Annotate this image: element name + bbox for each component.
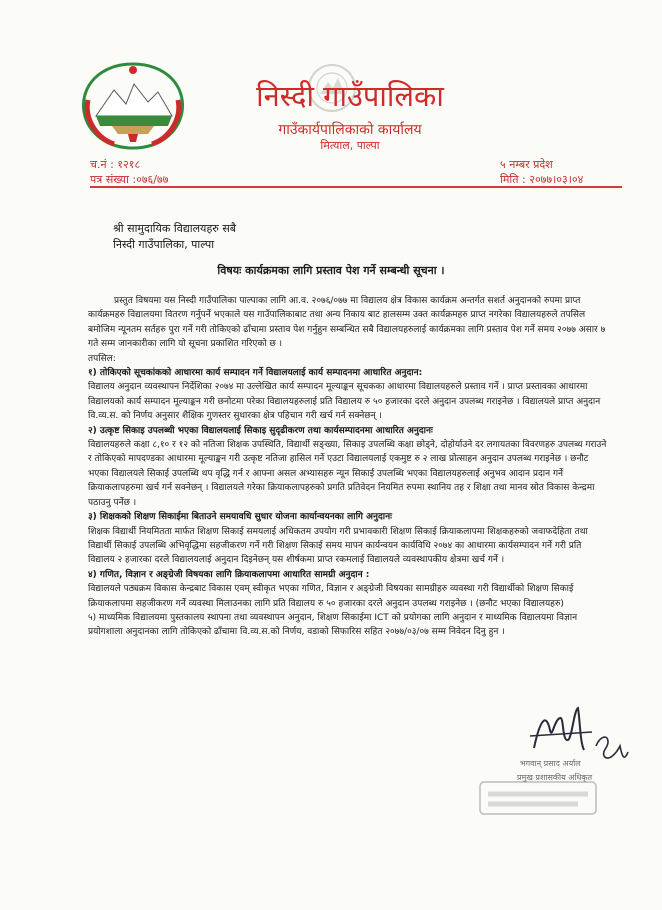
letter-date: मिति : २०७७।०३।०४ — [500, 173, 584, 186]
nepal-emblem-icon — [74, 60, 192, 152]
recipient-line-1: श्री सामुदायिक विद्यालयहरु सबै — [113, 222, 237, 235]
subject-line: विषयः कार्यक्रमका लागि प्रस्ताव पेश गर्ने सम्बन्धी सूचना । — [217, 264, 445, 277]
tapsil-label: तपसिल: — [88, 353, 116, 364]
letter-number: पत्र संख्या :०७६/७७ — [90, 173, 169, 186]
section-3-heading: ३) शिक्षकको शिक्षण सिकाईमा बिताउने समयावधि सुधार योजना कार्यान्वयनका लागि अनुदानः — [88, 512, 392, 523]
letter-body — [88, 294, 608, 640]
official-stamp-icon — [478, 778, 598, 818]
municipality-name: निस्दी गाउँपालिका — [256, 79, 444, 113]
section-2-body: विद्यालयहरुले कक्षा ८,१० र १२ को नतिजा शिक्षक उपस्थिति, विद्यार्थी सङ्ख्या, सिकाइ उपलब्धि कक्षा छोड्ने, दोहोर्याउने दर लगायतका विवरणहरु उपलब्ध गराउने र तोकिएको मापदण्डका आधारमा मूल्याङ्कन गरी उत्कृष्ट नतिजा हासिल गर्ने एउटा विद्यालयलाई एकमुष्ट रु २ लाख प्रोत्साहन अनुदान उपलब्ध गराइनेछ । छनौट भएका विद्यालयले सिकाई उपलब्धि थप वृद्धि गर्न र आफ्ना असल अभ्यासहरु न्यून सिकाई उपलब्धि भएका विद्यालयहरुलाई अनुभव आदान प्रदान गर्ने क्रियाकलापहरुमा खर्च गर्न सक्नेछन् । विद्यालयले गरेका क्रियाकलापहरुको प्रगति प्रतिवेदन नियमित रुपमा स्थानिय तह र शिक्षा तथा मानव स्रोत विकास केन्द्रमा पठाउनु पर्नेछ । — [88, 440, 607, 508]
section-5-body: ५) माध्यमिक विद्यालयमा पुस्तकालय स्थापना तथा व्यवस्थापन अनुदान, शिक्षण सिकाईमा ICT को प्रयोगका लागि अनुदान र माध्यमिक विद्यालयमा विज्ञान प्रयोगशाला अनुदानका लागि तोकिएको ढाँचामा वि.व्य.स.को निर्णय, वडाको सिफारिस सहित २०७७/०३/०७ सम्म निवेदन दिनु हुन । — [88, 612, 578, 638]
signatory-title: प्रमुख प्रशासकीय अधिकृत — [517, 773, 593, 782]
section-4-body: विद्यालयले पठ्यक्रम विकास केन्द्रबाट विकास एवम् स्वीकृत भएका गणित, विज्ञान र अङ्ग्रेजी विषयका सामग्रीहरु व्यवस्था गरी विद्यार्थीको शिक्षण सिकाई क्रियाकलापमा सहजीकरण गर्ने व्यवस्था मिलाउनका लागि प्रति विद्यालय रु ५० हजारका दरले अनुदान उपलब्ध गराइनेछ । (छनौट भएका विद्यालयहरु) — [88, 584, 574, 609]
office-name: गाउँकार्यपालिकाको कार्यालय — [278, 122, 422, 138]
office-location: मित्याल, पाल्पा — [320, 139, 380, 152]
section-4-heading: ४) गणित, विज्ञान र अङ्ग्रेजी विषयका लागि क्रियाकलापमा आधारित सामग्री अनुदान : — [88, 569, 370, 580]
province-label: ५ नम्बर प्रदेश — [500, 158, 553, 171]
intro-paragraph: प्रस्तुत विषयमा यस निस्दी गाउँपालिका पाल्पाका लागि आ.व. २०७६/०७७ मा विद्यालय क्षेत्र विकास कार्यक्रम अन्तर्गत सशर्त अनुदानको रुपमा प्राप्त कार्यक्रमहरु विद्यालयमा वितरण गर्नुपर्ने भएकाले यस गाउँपालिकाबाट तथा अन्य निकाय बाट हालसम्म उक्त कार्यक्रमहरु प्राप्त नगरेका विद्यालयहरुले तपसिल बमोजिम न्यूनतम सर्तहरु पुरा गर्ने गरी तोकिएको ढाँचामा प्रस्ताव पेश गर्नुहुन सम्बन्धित सबै विद्यालयहरुलाई कार्यक्रमका लागि प्रस्ताव पेश गर्ने समय २०७७ असार ७ गते सम्म जानकारीका लागि यो सूचना प्रकाशित गरिएको छ । — [88, 296, 606, 350]
section-3-body: शिक्षक विद्यार्थी नियमितता मार्फत शिक्षण सिकाई समयलाई अधिकतम उपयोग गरी प्रभावकारी शिक्षण सिकाई क्रियाकलापमा शिक्षकहरुको जवाफदेहिता तथा विद्यार्थी सिकाई उपलब्धि अभिवृद्धिमा सहजीकरण गर्ने गरी शिक्षण सिकाई समय मापन कार्यन्वयन कार्यविधि २०७४ का आधारमा कार्यसम्पादन गर्ने गरी प्रति विद्यालय २ हजारका दरले विद्यालयलाई अनुदान दिइनेछन् यस शीर्षकमा प्राप्त रकमलाई विद्यालयले व्यवस्थापकीय क्षेत्रमा खर्च गर्ने । — [88, 526, 588, 566]
signatory-name: भगवान् प्रसाद अर्याल — [520, 759, 581, 768]
section-2-heading: २) उत्कृष्ट सिकाइ उपलब्धी भएका विद्यालयलाई सिकाइ सुदृढीकरण तथा कार्यसम्पादनमा आधारित अनुदानः — [88, 425, 433, 436]
letterhead-divider — [90, 186, 622, 188]
recipient-line-2: निस्दी गाउँपालिका, पाल्पा — [113, 238, 215, 251]
section-1-heading: १) तोकिएको सूचकांकको आधारमा कार्य सम्पादन गर्ने विद्यालयलाई कार्य सम्पादनमा आधारित अनुदान: — [88, 368, 423, 379]
section-1-body: विद्यालय अनुदान व्यवस्थापन निर्देशिका २०७४ मा उल्लेखित कार्य सम्पादन मूल्याङ्कन सूचकका आधारमा विद्यालयहरुले प्रस्ताव गर्ने । प्राप्त प्रस्तावका आधारमा विद्यालयको कार्य सम्पादन मूल्याङ्कन गरी छनोटमा परेका विद्यालयहरुलाई प्रति विद्यालय रु ५० हजारका दरले अनुदान उपलब्ध गराइनेछ । विद्यालयले प्राप्त अनुदान वि.व्य.स. को निर्णय अनुसार शैक्षिक गुणस्तर सुधारका क्षेत्र पहिचान गरी खर्च गर्न सक्नेछन् । — [88, 382, 601, 422]
reference-number: च.नं : १२१८ — [90, 158, 141, 171]
